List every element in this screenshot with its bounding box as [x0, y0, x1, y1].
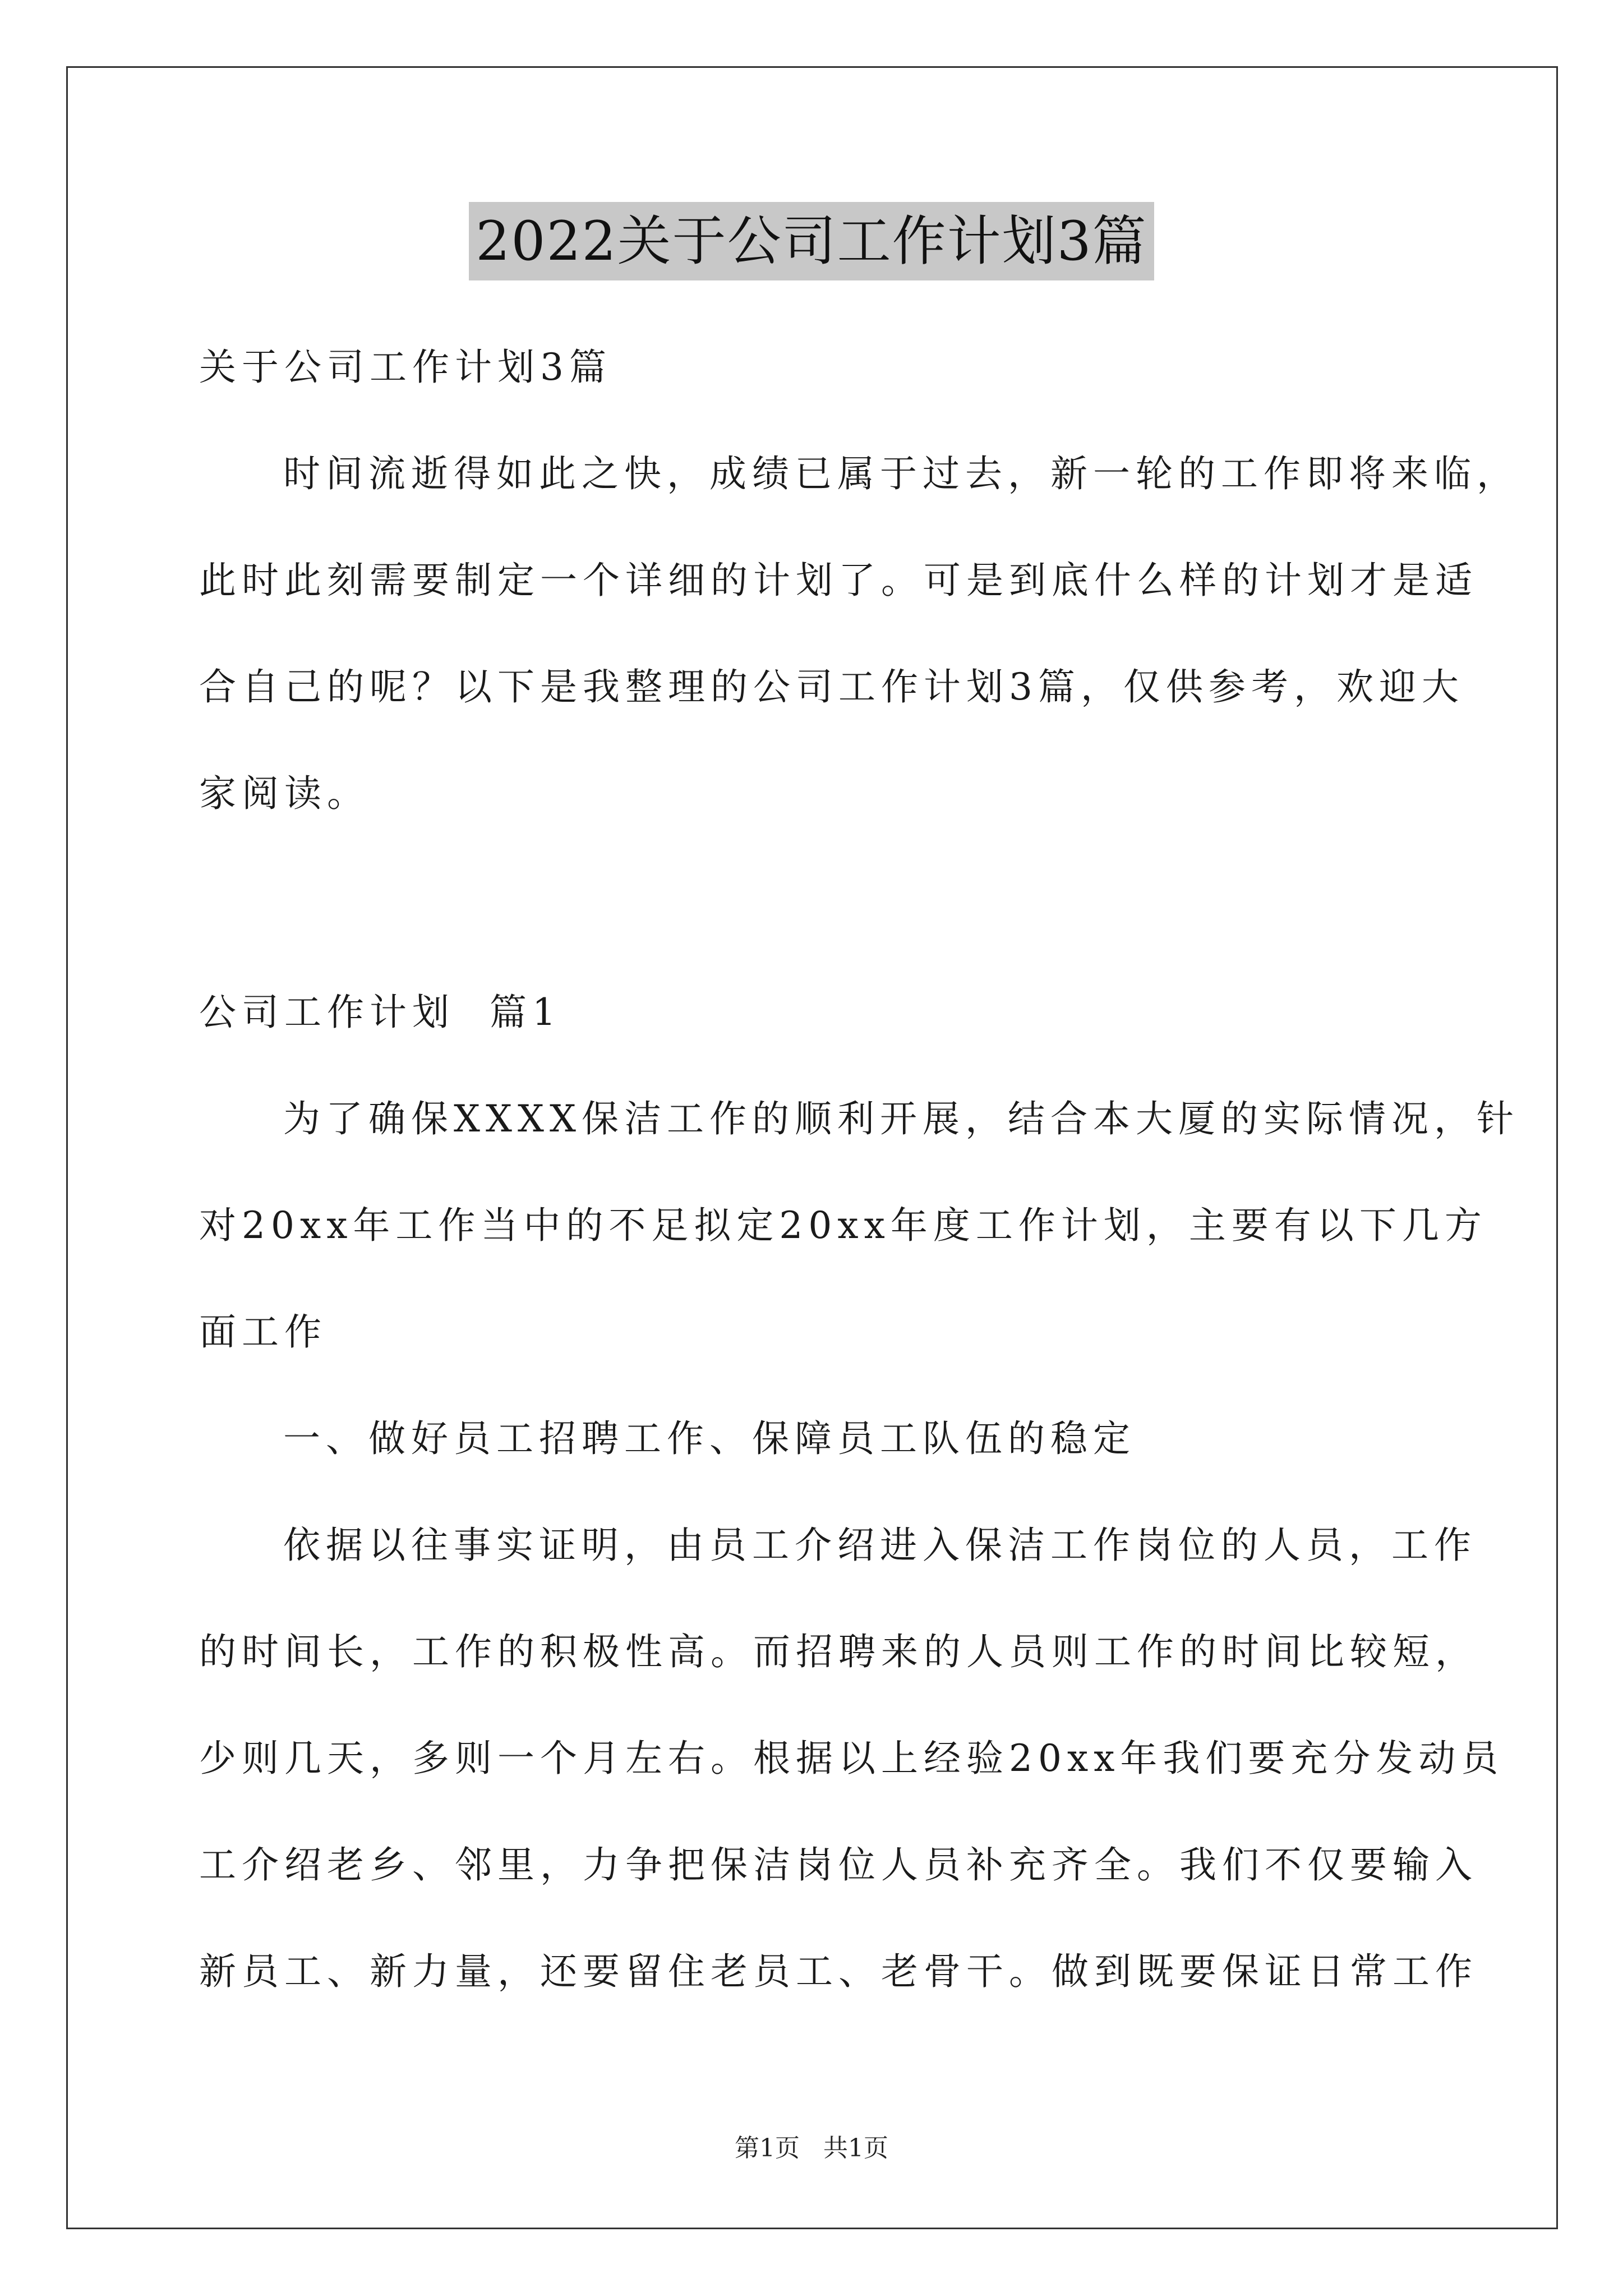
paragraph-gap: [199, 847, 1433, 959]
paragraph-line: 对20xx年工作当中的不足拟定20xx年度工作计划，主要有以下几方: [199, 1204, 1487, 1247]
paragraph-line: 少则几天，多则一个月左右。根据以上经验20xx年我们要充分发动员: [199, 1737, 1504, 1780]
paragraph-line: 的时间长，工作的积极性高。而招聘来的人员则工作的时间比较短，: [199, 1630, 1478, 1673]
intro-line: 时间流逝得如此之快，成绩已属于过去，新一轮的工作即将来临，: [283, 452, 1519, 495]
paragraph-line: 面工作: [199, 1310, 327, 1354]
document-subtitle: 关于公司工作计划3篇: [199, 346, 612, 389]
page-footer: [0, 2132, 1623, 2165]
paragraph-line: 新员工、新力量，还要留住老员工、老骨干。做到既要保证日常工作: [199, 1950, 1478, 1993]
title-container: [0, 202, 1623, 280]
intro-line: 合自己的呢？以下是我整理的公司工作计划3篇，仅供参考，欢迎大: [199, 665, 1464, 708]
document-body: [199, 314, 1519, 2025]
point-heading: 一、做好员工招聘工作、保障员工队伍的稳定: [283, 1417, 1136, 1460]
paragraph-line: 依据以往事实证明，由员工介绍进入保洁工作岗位的人员，工作: [283, 1524, 1477, 1567]
section-heading: 公司工作计划 篇1: [199, 991, 561, 1034]
intro-line: 家阅读。: [199, 772, 370, 815]
paragraph-line: 工介绍老乡、邻里，力争把保洁岗位人员补充齐全。我们不仅要输入: [199, 1843, 1478, 1887]
paragraph-line: 为了确保XXXX保洁工作的顺利开展，结合本大厦的实际情况，针: [283, 1097, 1519, 1140]
document-title: 2022关于公司工作计划3篇: [469, 202, 1154, 280]
intro-line: 此时此刻需要制定一个详细的计划了。可是到底什么样的计划才是适: [199, 559, 1478, 602]
page-number: 第1页 共1页: [735, 2134, 888, 2162]
